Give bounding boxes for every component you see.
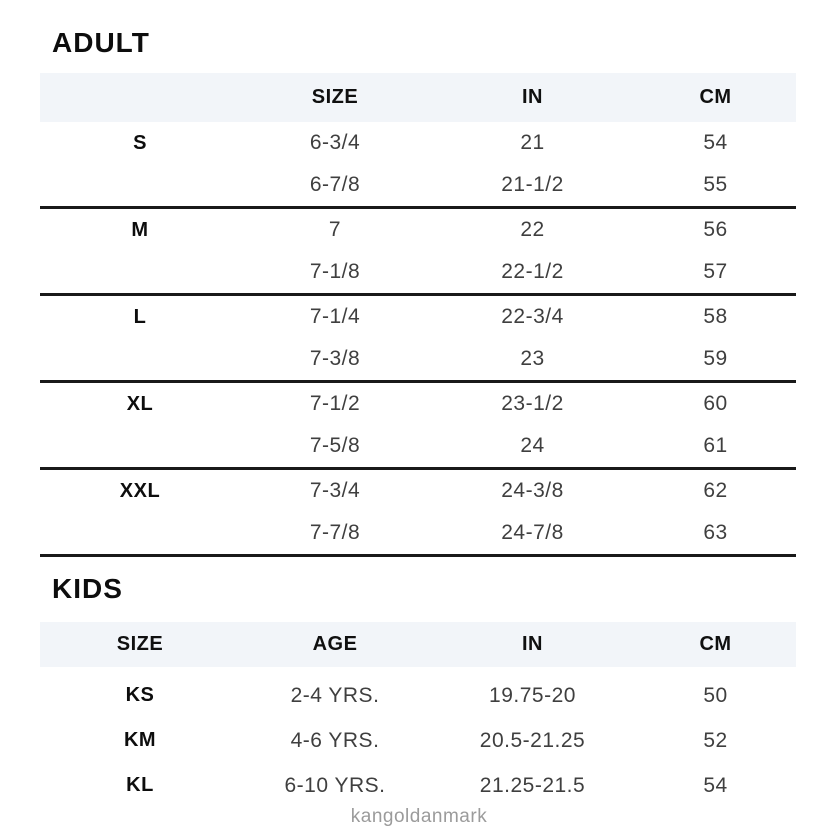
age-value: 2-4 YRS.	[290, 683, 380, 707]
table-row	[40, 164, 796, 206]
size-label: L	[133, 305, 147, 328]
adult-title-wrap	[40, 0, 796, 59]
in-value: 21-1/2	[501, 173, 564, 196]
size-label: KM	[123, 729, 157, 751]
in-value: 24-7/8	[501, 521, 564, 544]
adult-group-s	[40, 122, 796, 209]
in-value: 23-1/2	[501, 392, 564, 415]
cm-value: 55	[703, 173, 728, 196]
in-value: 22	[520, 218, 545, 241]
size-value: 7-3/4	[309, 479, 361, 502]
cm-value: 50	[703, 683, 728, 707]
size-value: 7-7/8	[309, 521, 361, 544]
adult-header-row	[40, 73, 796, 122]
cm-value: 60	[703, 392, 728, 415]
in-value: 24	[520, 434, 545, 457]
cm-value: 57	[703, 260, 728, 283]
size-value: 7-1/8	[309, 260, 361, 283]
cm-value: 56	[703, 218, 728, 241]
cm-value: 54	[703, 131, 728, 154]
table-row	[40, 122, 796, 164]
kids-section-title: KIDS	[52, 573, 123, 604]
size-value: 6-7/8	[309, 173, 361, 196]
in-value: 22-1/2	[501, 260, 564, 283]
adult-group-xl	[40, 383, 796, 470]
table-row	[40, 470, 796, 512]
cm-value: 62	[703, 479, 728, 502]
adult-section-title: ADULT	[52, 27, 150, 58]
kids-header-age: AGE	[312, 633, 358, 655]
age-value: 4-6 YRS.	[290, 728, 380, 752]
kids-header-row	[40, 622, 796, 667]
kids-table-body	[40, 673, 796, 808]
cm-value: 52	[703, 728, 728, 752]
size-value: 6-3/4	[309, 131, 361, 154]
table-row	[40, 251, 796, 293]
age-value: 6-10 YRS.	[284, 773, 386, 797]
cm-value: 59	[703, 347, 728, 370]
size-label: XXL	[119, 479, 161, 502]
size-value: 7	[328, 218, 342, 241]
size-value: 7-1/4	[309, 305, 361, 328]
table-row	[40, 718, 796, 763]
size-value: 7-3/8	[309, 347, 361, 370]
adult-header-cm: CM	[699, 86, 732, 108]
adult-group-l	[40, 296, 796, 383]
kids-header-size: SIZE	[116, 633, 164, 655]
kids-header-in: IN	[522, 633, 543, 655]
table-row	[40, 763, 796, 808]
in-value: 20.5-21.25	[479, 728, 586, 752]
table-row	[40, 383, 796, 425]
size-label: S	[133, 131, 147, 154]
size-label: KS	[125, 684, 155, 706]
watermark-text: kangoldanmark	[350, 806, 488, 827]
cm-value: 58	[703, 305, 728, 328]
size-label: KL	[126, 774, 154, 796]
in-value: 23	[520, 347, 545, 370]
kids-header-cm: CM	[699, 633, 732, 655]
adult-group-xxl	[40, 470, 796, 557]
kids-title-wrap	[40, 573, 796, 605]
adult-section	[40, 0, 796, 557]
table-row	[40, 209, 796, 251]
in-value: 22-3/4	[501, 305, 564, 328]
in-value: 21	[520, 131, 545, 154]
size-value: 7-1/2	[309, 392, 361, 415]
cm-value: 63	[703, 521, 728, 544]
size-label: XL	[126, 392, 154, 415]
cm-value: 61	[703, 434, 728, 457]
size-label: M	[131, 218, 149, 241]
cm-value: 54	[703, 773, 728, 797]
in-value: 21.25-21.5	[479, 773, 586, 797]
table-row	[40, 425, 796, 467]
size-value: 7-5/8	[309, 434, 361, 457]
in-value: 24-3/8	[501, 479, 564, 502]
in-value: 19.75-20	[489, 683, 576, 707]
table-row	[40, 296, 796, 338]
kids-section	[40, 573, 796, 808]
adult-header-in: IN	[522, 86, 543, 108]
table-row	[40, 512, 796, 554]
adult-header-size: SIZE	[311, 86, 359, 108]
table-row	[40, 338, 796, 380]
table-row	[40, 673, 796, 718]
adult-group-m	[40, 209, 796, 296]
